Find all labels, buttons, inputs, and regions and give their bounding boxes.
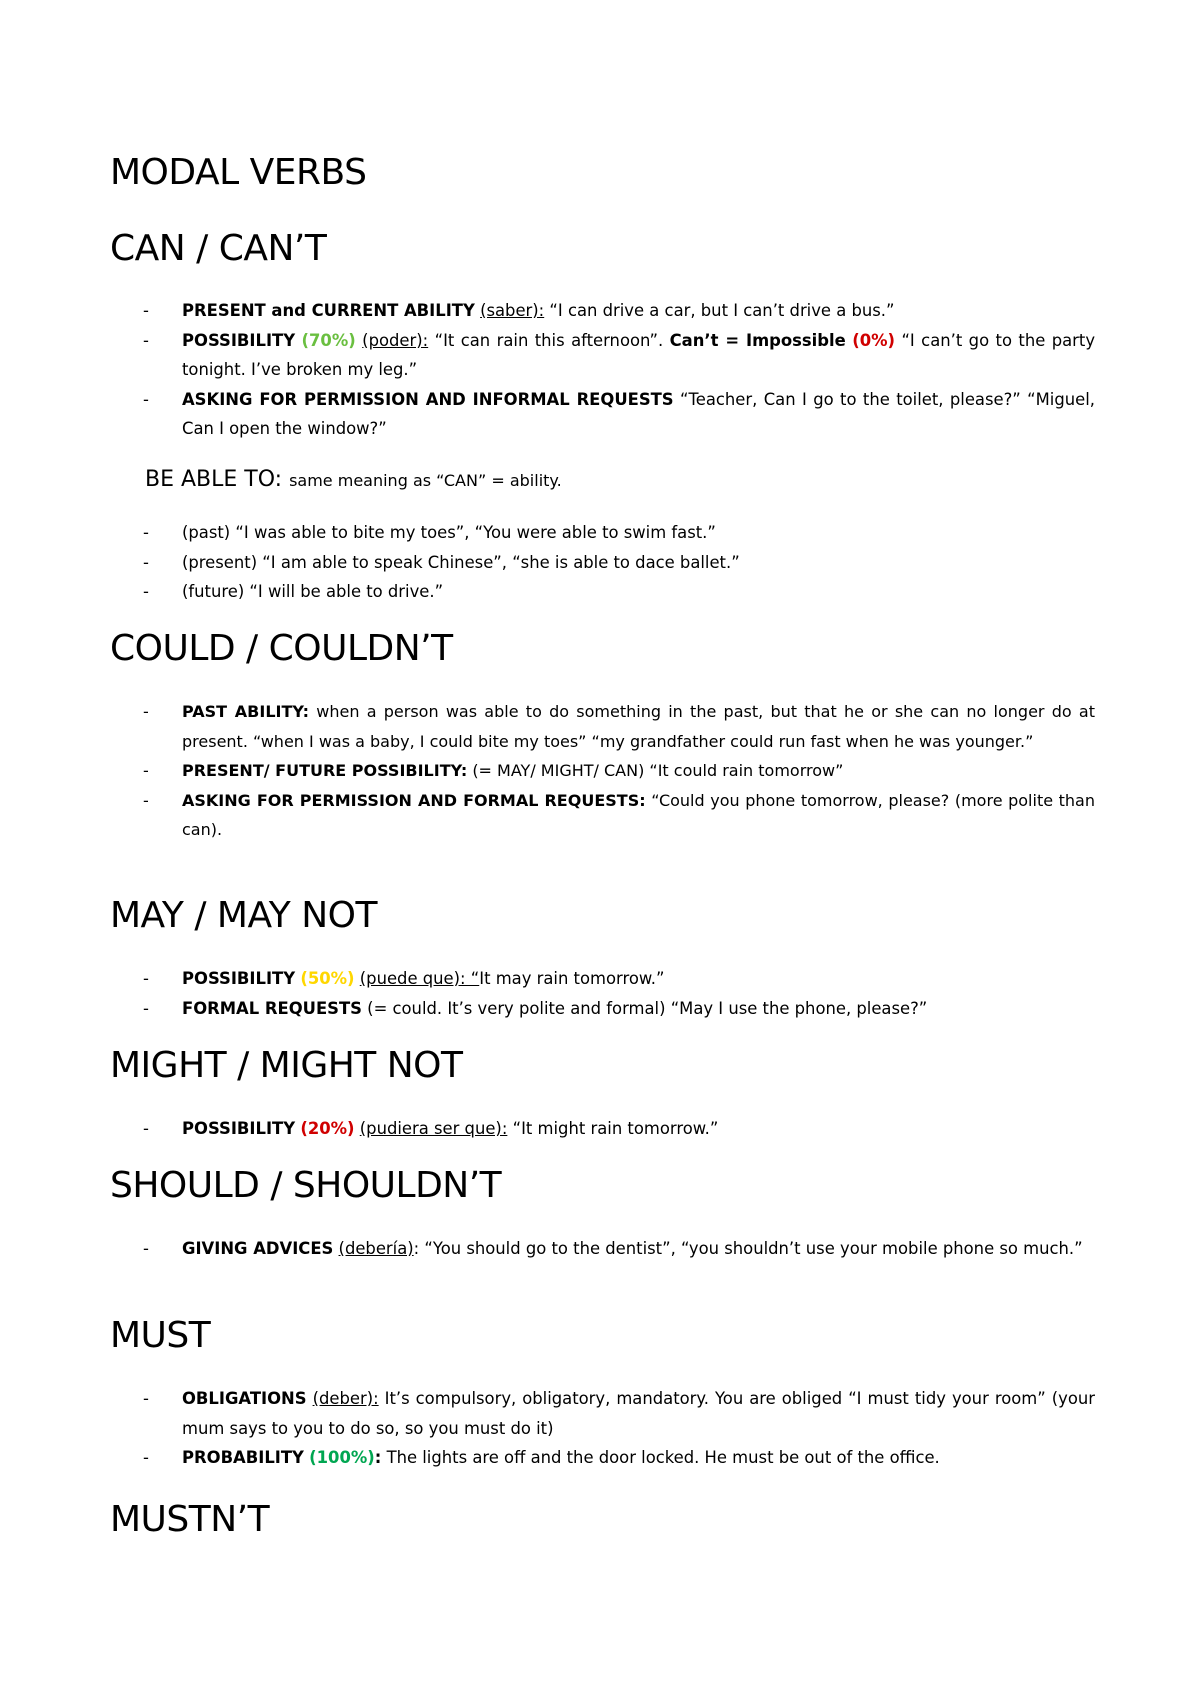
list-item: - (past) “I was able to bite my toes”, “You were able to swim fast.” bbox=[0, 518, 1095, 548]
list-item: - PRESENT and CURRENT ABILITY (saber): “I can drive a car, but I can’t drive a bus.” bbox=[0, 296, 1095, 326]
list-can bbox=[0, 296, 1200, 444]
list-item: - POSSIBILITY (20%) (pudiera ser que): “It might rain tomorrow.” bbox=[0, 1114, 1095, 1144]
list-be-able-to bbox=[0, 518, 1200, 607]
heading-be-able-to: BE ABLE TO: same meaning as “CAN” = ability. bbox=[145, 467, 562, 492]
list-item: - PAST ABILITY: when a person was able to do something in the past, but that he or she can no longer do at present. “when I was a baby, I could bite my toes” “my grandfather could run fast when he was younger.” bbox=[0, 697, 1095, 756]
bullet: - bbox=[143, 582, 149, 601]
list-item: - OBLIGATIONS (deber): It’s compulsory, obligatory, mandatory. You are obliged “I must tidy your room” (your mum says to you to do so, so you must do it) bbox=[0, 1384, 1095, 1443]
list-item: - PRESENT/ FUTURE POSSIBILITY: (= MAY/ MIGHT/ CAN) “It could rain tomorrow” bbox=[0, 756, 1095, 786]
bullet: - bbox=[143, 790, 149, 810]
list-could bbox=[0, 697, 1200, 845]
heading-could: COULD / COULDN’T bbox=[110, 628, 453, 669]
list-item: - FORMAL REQUESTS (= could. It’s very polite and formal) “May I use the phone, please?” bbox=[0, 994, 1095, 1024]
heading-might: MIGHT / MIGHT NOT bbox=[110, 1045, 463, 1086]
list-may bbox=[0, 964, 1200, 1023]
list-item: - PROBABILITY (100%): The lights are off and the door locked. He must be out of the office. bbox=[0, 1443, 1095, 1473]
list-item: - POSSIBILITY (70%) (poder): “It can rain this afternoon”. Can’t = Impossible (0%) “I can’t go to the party tonight. I’ve broken my leg.” bbox=[0, 326, 1095, 385]
document-title: MODAL VERBS bbox=[110, 152, 367, 193]
list-item: - POSSIBILITY (50%) (puede que): “It may rain tomorrow.” bbox=[0, 964, 1095, 994]
heading-must: MUST bbox=[110, 1315, 211, 1356]
list-item: - ASKING FOR PERMISSION AND FORMAL REQUESTS: “Could you phone tomorrow, please? (more polite than can). bbox=[0, 786, 1095, 845]
bullet: - bbox=[143, 389, 149, 409]
bullet: - bbox=[143, 552, 149, 572]
bullet: - bbox=[143, 1239, 149, 1258]
heading-should: SHOULD / SHOULDN’T bbox=[110, 1165, 502, 1206]
bullet: - bbox=[143, 969, 149, 988]
list-should bbox=[0, 1234, 1200, 1264]
list-item: - (future) “I will be able to drive.” bbox=[0, 577, 1095, 607]
heading-mustnt: MUSTN’T bbox=[110, 1499, 270, 1540]
list-might bbox=[0, 1114, 1200, 1144]
bullet: - bbox=[143, 1389, 149, 1408]
bullet: - bbox=[143, 523, 149, 542]
bullet: - bbox=[143, 998, 149, 1018]
bullet: - bbox=[143, 1448, 149, 1467]
bullet: - bbox=[143, 761, 149, 780]
bullet: - bbox=[143, 330, 149, 350]
heading-may: MAY / MAY NOT bbox=[110, 895, 377, 936]
bullet: - bbox=[143, 702, 149, 721]
list-item: - (present) “I am able to speak Chinese”, “she is able to dace ballet.” bbox=[0, 548, 1095, 578]
bullet: - bbox=[143, 1119, 149, 1138]
bullet: - bbox=[143, 301, 149, 320]
list-item: - GIVING ADVICES (debería): “You should go to the dentist”, “you shouldn’t use your mobile phone so much.” bbox=[0, 1234, 1095, 1264]
heading-can: CAN / CAN’T bbox=[110, 228, 327, 269]
list-item: - ASKING FOR PERMISSION AND INFORMAL REQUESTS “Teacher, Can I go to the toilet, please?” “Miguel, Can I open the window?” bbox=[0, 385, 1095, 444]
list-must bbox=[0, 1384, 1200, 1473]
